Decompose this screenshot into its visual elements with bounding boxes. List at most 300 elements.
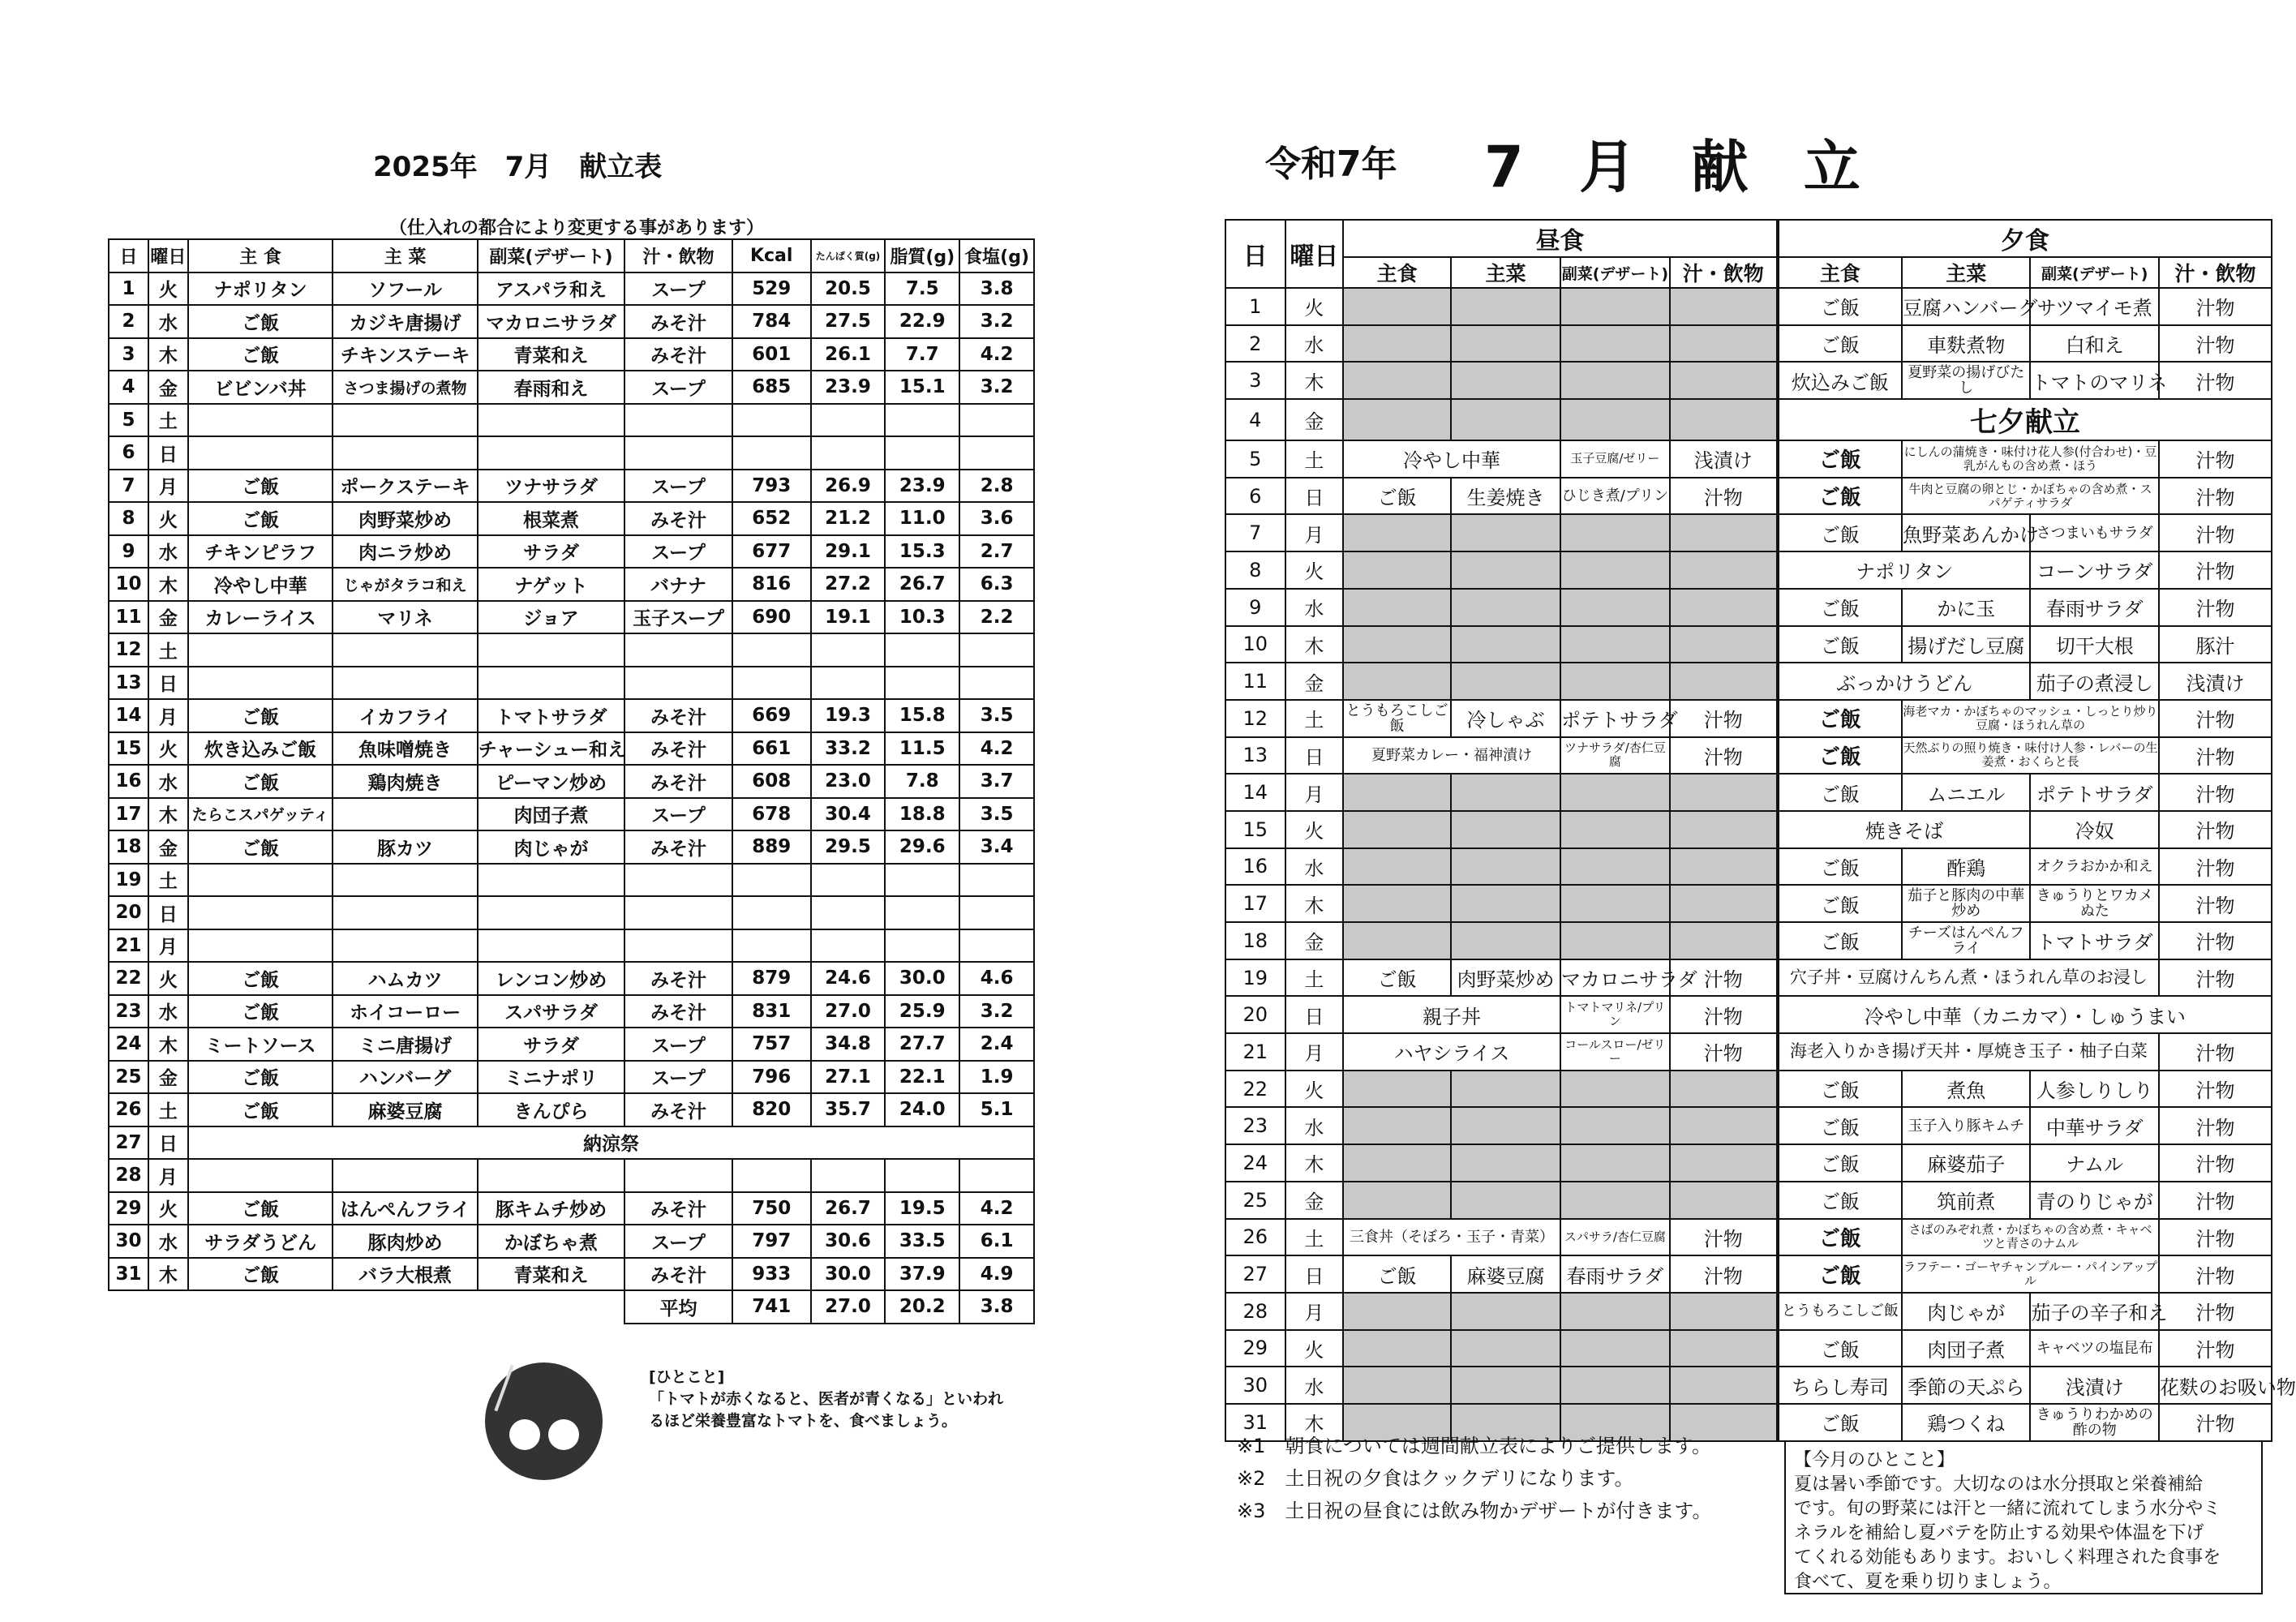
menu-cell: 水 [148,305,188,338]
lunch-cell: ご飯 [1343,959,1451,997]
menu-cell: 29.1 [811,535,886,569]
menu-cell: 木 [148,338,188,371]
menu-cell [959,633,1034,667]
lunch-empty-cell [1343,663,1451,700]
menu-cell: 3 [109,338,148,371]
dinner-combo: 牛肉と豆腐の卵とじ・かぼちゃの含め煮・スパゲティサラダ [1902,478,2159,515]
lunch-cell: ひじき煮/プリン [1560,478,1670,515]
lunch-empty-cell [1451,589,1560,626]
menu-cell: トマトサラダ [478,699,624,732]
dinner-cell: ご飯 [1778,848,1902,886]
menu-cell: ソフール [333,272,477,306]
menu-cell: 18 [109,830,148,864]
lunch-empty-cell [1670,1071,1778,1108]
menu-cell: 15.1 [885,371,959,404]
menu-cell [811,896,886,929]
dinner-main: ご飯 [1778,1255,1902,1293]
lunch-empty-cell [1451,922,1560,959]
menu-cell: 4.2 [959,338,1034,371]
dinner-cell: チーズはんぺんフライ [1902,922,2030,959]
lunch-empty-cell [1560,1330,1670,1367]
menu-cell: 木 [148,1258,188,1291]
menu-cell: チキンピラフ [188,535,333,569]
day-cell: 21 [1225,1033,1285,1071]
menu-cell: 火 [148,1192,188,1225]
menu-cell: 日 [148,436,188,470]
lunch-empty-cell [1560,288,1670,325]
menu-cell: 土 [148,404,188,437]
average-cell: 20.2 [885,1290,959,1324]
dinner-cell: 茄子と豚肉の中華炒め [1902,885,2030,922]
dinner-side: 茄子の煮浸し [2030,663,2158,700]
weekday-cell: 火 [1285,811,1344,848]
lunch-empty-cell [1560,1293,1670,1330]
lunch-side: ツナサラダ/杏仁豆腐 [1560,737,1670,775]
lunch-empty-cell [1343,1071,1451,1108]
menu-cell: 土 [148,864,188,897]
lunch-empty-cell [1343,1367,1451,1404]
dinner-drink: 汁物 [2159,551,2272,589]
menu-cell: みそ汁 [624,1093,732,1126]
dinner-combo: さばのみぞれ煮・かぼちゃの含め煮・キャベツと青さのナムル [1902,1219,2159,1256]
lunch-empty-cell [1560,1071,1670,1108]
menu-cell [188,633,333,667]
left-header-cell: 日 [109,239,148,272]
lunch-empty-cell [1560,589,1670,626]
day-cell: 8 [1225,551,1285,589]
weekday-cell: 金 [1285,663,1344,700]
lunch-empty-cell [1343,626,1451,663]
weekday-cell: 金 [1285,399,1344,440]
menu-cell [959,864,1034,897]
menu-cell: みそ汁 [624,502,732,535]
menu-cell: 5 [109,404,148,437]
menu-cell: 34.8 [811,1028,886,1061]
table-row [109,765,1034,798]
dinner-drink: 汁物 [2159,1219,2272,1256]
menu-cell: 27.2 [811,568,886,601]
menu-cell: 5.1 [959,1093,1034,1126]
menu-cell [188,436,333,470]
menu-cell: たらこスパゲッティ [188,798,333,831]
dinner-cell: ご飯 [1778,288,1902,325]
dinner-cell: ポテトサラダ [2030,774,2158,811]
lunch-empty-cell [1451,514,1560,551]
menu-cell: 水 [148,765,188,798]
menu-cell: 月 [148,929,188,963]
lunch-empty-cell [1670,325,1778,363]
lunch-main: 冷やし中華 [1343,440,1560,478]
menu-cell: 豚キムチ炒め [478,1192,624,1225]
menu-cell: 23.0 [811,765,886,798]
lunch-side: トマトマリネ/プリン [1560,996,1670,1033]
menu-cell: マリネ [333,601,477,634]
lunch-empty-cell [1451,551,1560,589]
lunch-cell: 冷しゃぶ [1451,700,1560,737]
lunch-empty-cell [1670,885,1778,922]
menu-cell: スープ [624,535,732,569]
menu-cell: 18.8 [885,798,959,831]
lunch-empty-cell [1343,811,1451,848]
menu-cell: 529 [732,272,811,306]
menu-cell: 4.9 [959,1258,1034,1291]
day-cell: 10 [1225,626,1285,663]
weekday-cell: 日 [148,1126,188,1160]
menu-cell: みそ汁 [624,765,732,798]
table-row [109,404,1034,437]
menu-cell: 3.2 [959,995,1034,1028]
dinner-side: コーンサラダ [2030,551,2158,589]
menu-cell: 10 [109,568,148,601]
menu-cell: ビビンバ丼 [188,371,333,404]
right-notes [1237,1430,1711,1527]
left-hitokoto-line: 「トマトが赤くなると、医者が青くなる」といわれ [649,1390,1004,1408]
table-row [109,1192,1034,1225]
menu-cell: 炊き込みご飯 [188,732,333,766]
menu-cell: ホイコーロー [333,995,477,1028]
menu-cell: ご飯 [188,305,333,338]
menu-cell [624,633,732,667]
table-row [1225,1219,2272,1256]
menu-cell [188,864,333,897]
left-header-cell: 副菜(デザート) [478,239,624,272]
menu-cell [732,404,811,437]
table-row [1225,362,2272,399]
menu-cell: 22.9 [885,305,959,338]
menu-cell [732,633,811,667]
menu-cell: 3.4 [959,830,1034,864]
lunch-cell: 汁物 [1670,1255,1778,1293]
dinner-cell: ちらし寿司 [1778,1367,1902,1404]
day-cell: 28 [1225,1293,1285,1330]
day-cell: 2 [1225,325,1285,363]
menu-cell: 30.0 [885,962,959,995]
lunch-empty-cell [1451,626,1560,663]
menu-cell [624,864,732,897]
menu-cell: 玉子スープ [624,601,732,634]
menu-cell: 22.1 [885,1061,959,1094]
menu-cell: ジョア [478,601,624,634]
header-dinner: 夕食 [1778,220,2272,257]
lunch-empty-cell [1670,922,1778,959]
lunch-empty-cell [1560,885,1670,922]
weekday-cell: 水 [1285,1107,1344,1144]
menu-cell: ご飯 [188,765,333,798]
dinner-main: 焼きそば [1778,811,2031,848]
menu-cell: 2.7 [959,535,1034,569]
table-row [1225,811,2272,848]
lunch-cell: ポテトサラダ [1560,700,1670,737]
table-row [109,436,1034,470]
menu-cell: 2.2 [959,601,1034,634]
left-header-cell: 曜日 [148,239,188,272]
menu-cell: 9 [109,535,148,569]
menu-cell: チキンステーキ [333,338,477,371]
menu-cell: 鶏肉焼き [333,765,477,798]
left-hitokoto-heading: [ひとこと] [649,1368,725,1386]
menu-cell [885,667,959,700]
lunch-empty-cell [1451,885,1560,922]
lunch-empty-cell [1451,774,1560,811]
menu-cell: 24 [109,1028,148,1061]
menu-cell: 木 [148,798,188,831]
dinner-cell: 鶏つくね [1902,1404,2030,1441]
menu-cell: みそ汁 [624,830,732,864]
menu-cell [478,667,624,700]
day-cell: 23 [1225,1107,1285,1144]
table-row [1225,1071,2272,1108]
dinner-cell: ご飯 [1778,626,1902,663]
menu-cell: スープ [624,1061,732,1094]
dinner-cell: 汁物 [2159,885,2272,922]
table-row [109,568,1034,601]
menu-cell: 日 [148,896,188,929]
menu-cell: ご飯 [188,338,333,371]
tanabata-menu-cell: 七夕献立 [1778,399,2272,440]
weekday-cell: 水 [1285,589,1344,626]
day-cell: 22 [1225,1071,1285,1108]
lunch-empty-cell [1343,1144,1451,1182]
table-row [1225,1330,2272,1367]
menu-cell: ハムカツ [333,962,477,995]
menu-cell: 17 [109,798,148,831]
dinner-cell: きゅうりわかめの酢の物 [2030,1404,2158,1441]
lunch-empty-cell [1343,1107,1451,1144]
menu-cell [732,667,811,700]
table-row [1225,700,2272,737]
menu-cell: 月 [148,699,188,732]
menu-cell: 16 [109,765,148,798]
header-lunch: 昼食 [1343,220,1778,257]
menu-cell [478,896,624,929]
menu-cell: 20.5 [811,272,886,306]
left-hitokoto [649,1367,1022,1432]
blank-cell [148,1290,188,1324]
dinner-combo: にしんの蒲焼き・味付け花人参(付合わせ)・豆乳がんもの含め煮・ほう [1902,440,2159,478]
menu-cell [732,864,811,897]
menu-cell [188,929,333,963]
menu-cell: 土 [148,1093,188,1126]
menu-cell: 7.7 [885,338,959,371]
menu-cell: 15.8 [885,699,959,732]
dinner-cell: 花麩のお吸い物 [2159,1367,2272,1404]
lunch-empty-cell [1670,288,1778,325]
menu-cell: マカロニサラダ [478,305,624,338]
left-header-cell: Kcal [732,239,811,272]
lunch-empty-cell [1451,1367,1560,1404]
menu-cell: 根菜煮 [478,502,624,535]
menu-cell: 25.9 [885,995,959,1028]
dinner-drink: 汁物 [2159,1033,2272,1071]
right-subheader-cell: 主食 [1343,257,1451,288]
lunch-empty-cell [1451,1107,1560,1144]
weekday-cell: 日 [1285,737,1344,775]
menu-cell: 26.7 [811,1192,886,1225]
lunch-empty-cell [1560,663,1670,700]
table-row [109,995,1034,1028]
menu-cell: 3.5 [959,699,1034,732]
lunch-drink: 汁物 [1670,737,1778,775]
menu-cell: 15 [109,732,148,766]
lunch-empty-cell [1560,1144,1670,1182]
lunch-empty-cell [1343,922,1451,959]
table-row [1225,1107,2272,1144]
table-row [1225,551,2272,589]
dinner-cell: 春雨サラダ [2030,589,2158,626]
dinner-cell: ご飯 [1778,589,1902,626]
table-row [109,699,1034,732]
menu-cell: 土 [148,633,188,667]
dinner-cell: ご飯 [1778,1144,1902,1182]
menu-cell: スープ [624,470,732,503]
average-cell: 27.0 [811,1290,886,1324]
lunch-empty-cell [1670,1367,1778,1404]
menu-cell [885,929,959,963]
left-header-cell: 汁・飲物 [624,239,732,272]
table-row [1225,478,2272,515]
right-subheader-cell: 汁・飲物 [1670,257,1778,288]
dinner-cell: 汁物 [2159,1144,2272,1182]
menu-cell: 879 [732,962,811,995]
menu-cell: 3.7 [959,765,1034,798]
dinner-cell: ご飯 [1778,1404,1902,1441]
dinner-drink: 汁物 [2159,737,2272,775]
blank-cell [478,1290,624,1324]
menu-cell: 金 [148,371,188,404]
day-cell: 20 [1225,996,1285,1033]
table-row [109,732,1034,766]
menu-cell: 金 [148,830,188,864]
menu-cell: みそ汁 [624,1192,732,1225]
menu-cell: 793 [732,470,811,503]
dinner-combo: 天然ぶりの照り焼き・味付け人参・レバーの生姜煮・おくらと長 [1902,737,2159,775]
menu-cell: ご飯 [188,995,333,1028]
table-row [1225,1367,2272,1404]
menu-cell: 日 [148,667,188,700]
lunch-cell: 麻婆豆腐 [1451,1255,1560,1293]
blank-cell [188,1290,333,1324]
menu-cell [732,436,811,470]
menu-cell: 月 [148,1159,188,1192]
dinner-cell: 豚汁 [2159,626,2272,663]
day-cell: 30 [1225,1367,1285,1404]
menu-cell [885,633,959,667]
menu-cell [732,929,811,963]
day-cell: 11 [1225,663,1285,700]
menu-cell: 肉野菜炒め [333,502,477,535]
dinner-cell: 人参しりしり [2030,1071,2158,1108]
dinner-drink: 汁物 [2159,959,2272,997]
day-cell: 4 [1225,399,1285,440]
menu-cell: 水 [148,1225,188,1258]
menu-cell: 20 [109,896,148,929]
menu-cell: 7 [109,470,148,503]
menu-cell: 19.3 [811,699,886,732]
menu-cell [333,667,477,700]
lunch-empty-cell [1560,1182,1670,1219]
weekday-cell: 月 [1285,774,1344,811]
dinner-cell: 汁物 [2159,1107,2272,1144]
weekday-cell: 土 [1285,959,1344,997]
menu-cell [624,667,732,700]
menu-cell: 661 [732,732,811,766]
lunch-empty-cell [1670,811,1778,848]
menu-cell: 24.6 [811,962,886,995]
table-row [1225,885,2272,922]
day-cell: 15 [1225,811,1285,848]
menu-cell: 2.8 [959,470,1034,503]
menu-cell: 678 [732,798,811,831]
day-cell: 3 [1225,362,1285,399]
table-row [109,502,1034,535]
dinner-cell: 汁物 [2159,1071,2272,1108]
dinner-cell: 玉子入り豚キムチ [1902,1107,2030,1144]
menu-cell: 23.9 [885,470,959,503]
menu-cell: 火 [148,272,188,306]
menu-cell [959,929,1034,963]
menu-cell [959,667,1034,700]
dinner-cell: ご飯 [1778,922,1902,959]
supply-note: （仕入れの都合により変更する事があります） [389,218,765,238]
lunch-cell: とうもろこしご飯 [1343,700,1451,737]
lunch-empty-cell [1343,325,1451,363]
hikoboshi-icon [548,1419,579,1450]
menu-cell: カジキ唐揚げ [333,305,477,338]
right-subheader-cell: 主菜 [1451,257,1560,288]
menu-cell: 豚カツ [333,830,477,864]
lunch-empty-cell [1670,514,1778,551]
menu-cell [188,404,333,437]
menu-cell: 690 [732,601,811,634]
menu-cell: 木 [148,1028,188,1061]
menu-cell [478,864,624,897]
menu-cell: 豚肉炒め [333,1225,477,1258]
lunch-empty-cell [1343,551,1451,589]
lunch-empty-cell [1343,514,1451,551]
lunch-empty-cell [1343,885,1451,922]
day-cell: 17 [1225,885,1285,922]
dinner-cell: ご飯 [1778,774,1902,811]
dinner-main: ご飯 [1778,700,1902,737]
menu-cell [624,1159,732,1192]
day-cell: 6 [1225,478,1285,515]
menu-cell: 肉団子煮 [478,798,624,831]
menu-cell [478,436,624,470]
dinner-cell: きゅうりとワカメぬた [2030,885,2158,922]
table-row [109,864,1034,897]
lunch-empty-cell [1343,589,1451,626]
menu-cell: 669 [732,699,811,732]
menu-cell: 6 [109,436,148,470]
menu-cell: レンコン炒め [478,962,624,995]
table-row [1225,922,2272,959]
menu-cell [333,864,477,897]
right-hitokoto-box [1784,1440,2263,1594]
lunch-empty-cell [1560,399,1670,440]
orihime-icon [509,1419,540,1450]
dinner-cell: 肉団子煮 [1902,1330,2030,1367]
menu-cell: 652 [732,502,811,535]
lunch-drink: 汁物 [1670,1033,1778,1071]
dinner-cell: 筑前煮 [1902,1182,2030,1219]
day-cell: 16 [1225,848,1285,886]
menu-cell: 木 [148,568,188,601]
menu-cell: 3.2 [959,371,1034,404]
menu-cell: 784 [732,305,811,338]
right-hitokoto-line: てくれる効能もあります。おいしく料理された食事を [1794,1547,2221,1568]
blank-cell [109,1290,148,1324]
weekday-cell: 日 [1285,996,1344,1033]
